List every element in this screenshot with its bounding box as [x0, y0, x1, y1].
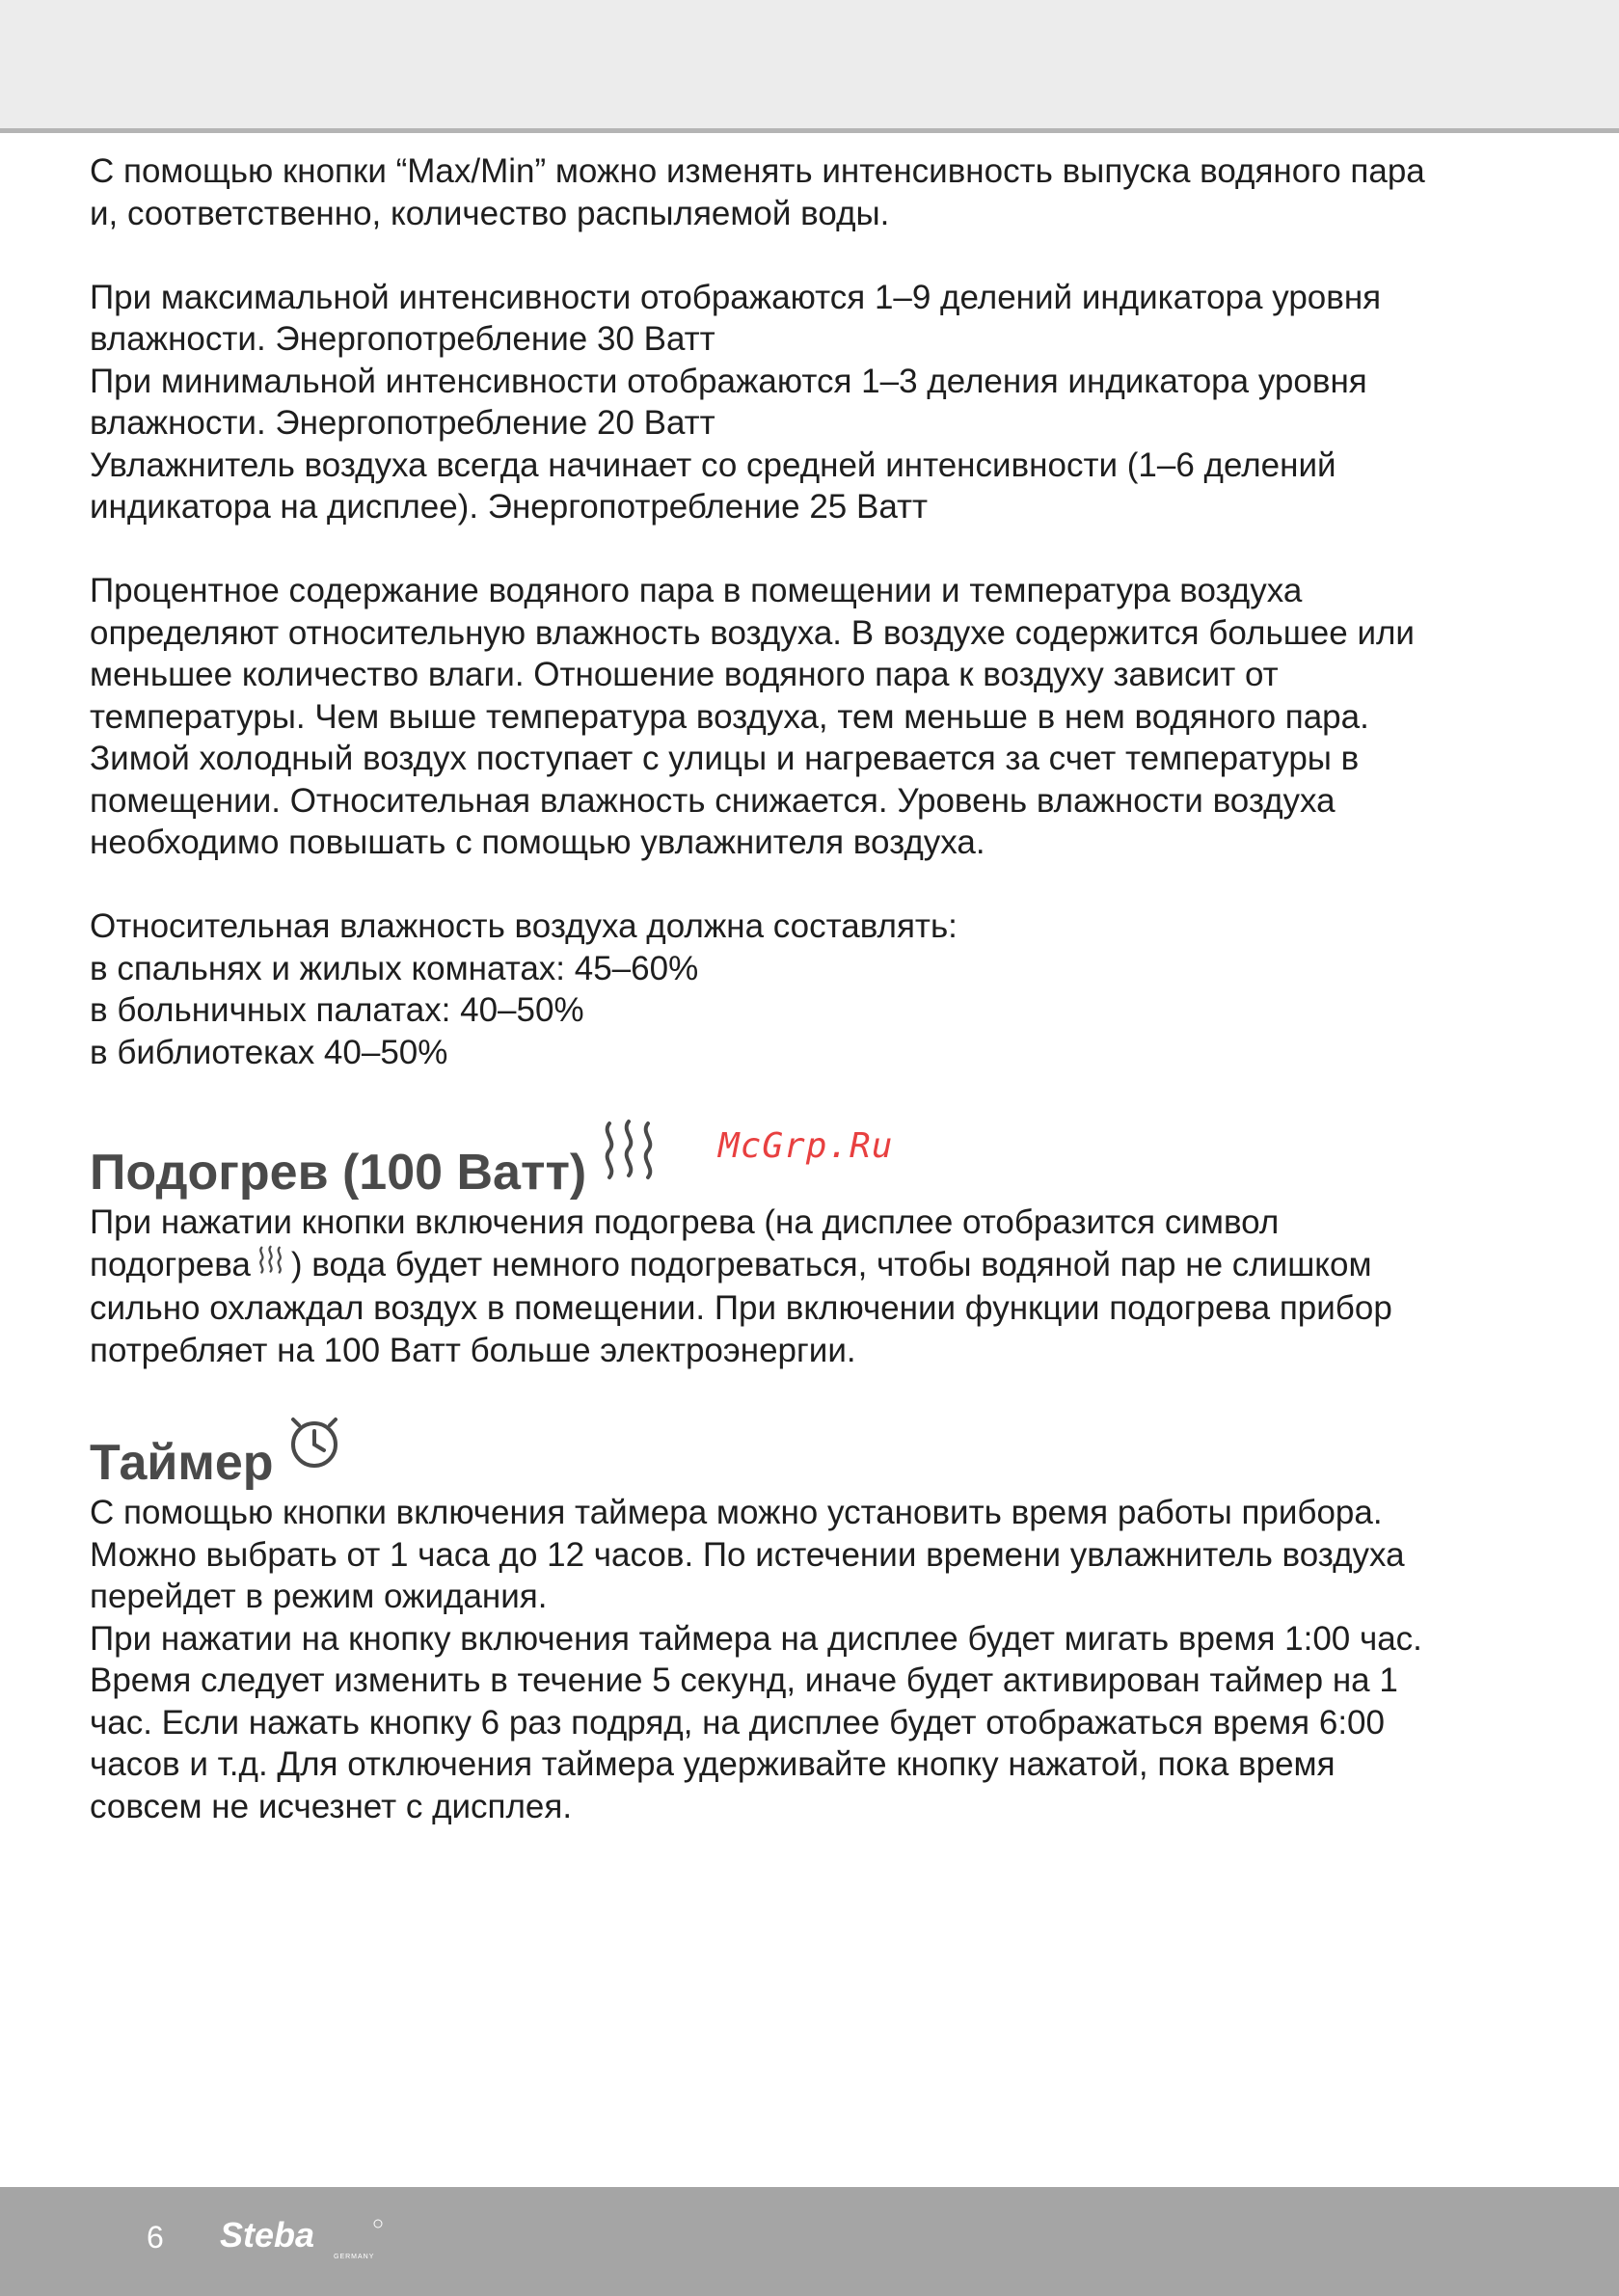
text-line: час. Если нажать кнопку 6 раз подряд, на дисплее будет отображаться время 6:00	[90, 1703, 1385, 1742]
text-line: влажности. Энергопотребление 30 Ватт	[90, 320, 715, 358]
text-line: Процентное содержание водяного пара в помещении и температура воздуха	[90, 572, 1303, 609]
text-line: Относительная влажность воздуха должна составлять:	[90, 907, 958, 945]
text-line: необходимо повышать с помощью увлажнителя воздуха.	[90, 824, 985, 861]
text-fragment: подогрева	[90, 1245, 251, 1283]
paragraph-timer	[90, 1492, 1555, 1827]
paragraph-humidity-explanation	[90, 570, 1555, 864]
header-band	[0, 0, 1619, 133]
logo-text: Steba	[220, 2215, 315, 2255]
text-line: сильно охлаждал воздух в помещении. При включении функции подогрева прибор	[90, 1289, 1392, 1327]
paragraph-intensity	[90, 277, 1555, 528]
text-line: в библиотеках 40–50%	[90, 1033, 448, 1071]
page-content	[90, 150, 1555, 1827]
text-line: При максимальной интенсивности отображаются 1–9 делений индикатора уровня	[90, 278, 1382, 316]
text-line: совсем не исчезнет с дисплея.	[90, 1787, 573, 1825]
logo-subtext: GERMANY	[334, 2254, 375, 2260]
steam-icon	[255, 1245, 287, 1288]
text-fragment: ) вода будет немного подогреваться, чтобы водяной пар не слишком	[290, 1245, 1372, 1283]
heading-timer-text: Таймер	[90, 1435, 274, 1491]
page-number: 6	[147, 2220, 164, 2255]
text-line: в спальнях и жилых комнатах: 45–60%	[90, 949, 699, 987]
text-line: С помощью кнопки включения таймера можно установить время работы прибора.	[90, 1494, 1383, 1531]
clock-icon	[287, 1416, 341, 1482]
text-line: и, соответственно, количество распыляемой воды.	[90, 194, 890, 232]
text-line: индикатора на дисплее). Энергопотребление 25 Ватт	[90, 488, 929, 526]
paragraph-heating	[90, 1202, 1555, 1371]
text-line: При минимальной интенсивности отображаются 1–3 деления индикатора уровня	[90, 362, 1367, 400]
steam-icon	[600, 1118, 660, 1202]
text-line: влажности. Энергопотребление 20 Ватт	[90, 404, 715, 442]
text-line	[90, 1244, 1555, 1288]
text-line: перейдет в режим ожидания.	[90, 1578, 548, 1615]
text-line: Зимой холодный воздух поступает с улицы и нагревается за счет температуры в	[90, 740, 1360, 777]
paragraph-max-min	[90, 150, 1555, 234]
paragraph-recommended-humidity	[90, 905, 1555, 1073]
text-line: Можно выбрать от 1 часа до 12 часов. По истечении времени увлажнитель воздуха	[90, 1535, 1405, 1574]
text-line: Время следует изменить в течение 5 секунд, иначе будет активирован таймер на 1	[90, 1661, 1398, 1699]
text-line: С помощью кнопки “Max/Min” можно изменять интенсивность выпуска водяного пара	[90, 152, 1425, 190]
text-line: определяют относительную влажность воздуха. В воздухе содержится большее или	[90, 613, 1415, 652]
heading-heating-text: Подогрев (100 Ватт)	[90, 1145, 587, 1201]
text-line: меньшее количество влаги. Отношение водяного пара к воздуху зависит от	[90, 656, 1279, 693]
text-line: Увлажнитель воздуха всегда начинает со средней интенсивности (1–6 делений	[90, 446, 1336, 484]
watermark: McGrp.Ru	[718, 1126, 894, 1166]
text-line: потребляет на 100 Ватт больше электроэнергии.	[90, 1331, 856, 1369]
text-line: При нажатии кнопки включения подогрева (на дисплее отобразится символ	[90, 1203, 1280, 1241]
text-line: При нажатии на кнопку включения таймера на дисплее будет мигать время 1:00 час.	[90, 1619, 1422, 1658]
heading-timer	[90, 1416, 1555, 1492]
text-line: температуры. Чем выше температура воздуха, тем меньше в нем водяного пара.	[90, 697, 1369, 736]
text-line: помещении. Относительная влажность снижается. Уровень влажности воздуха	[90, 781, 1336, 820]
steba-logo	[220, 2214, 393, 2267]
text-line: часов и т.д. Для отключения таймера удерживайте кнопку нажатой, пока время	[90, 1745, 1336, 1783]
text-line: в больничных палатах: 40–50%	[90, 991, 584, 1029]
